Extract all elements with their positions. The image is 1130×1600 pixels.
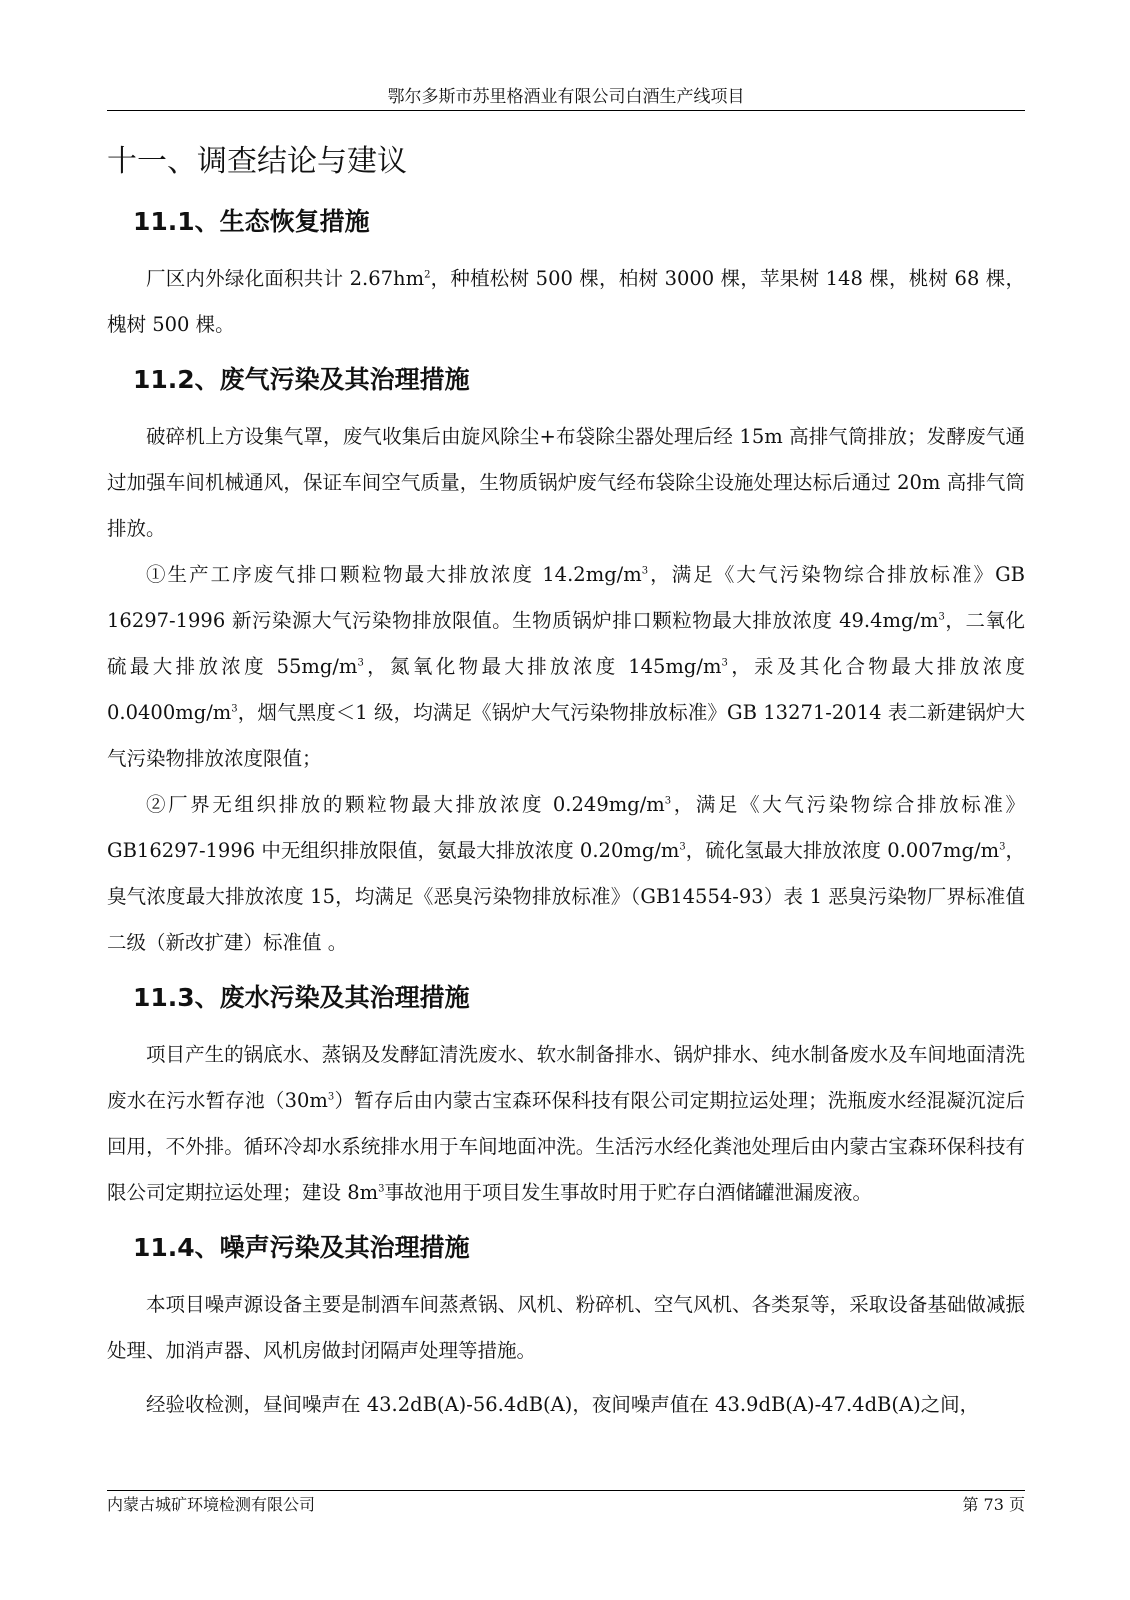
section-title-11-2: 11.2、废气污染及其治理措施	[133, 365, 470, 394]
paragraph-exhaust-organized: ①生产工序废气排口颗粒物最大排放浓度 $14.2mg/m^3$，满足《大气污染物综合排放标准》GB 16297-1996 新污染源大气污染物排放限值。生物质锅炉排口颗粒物最大排放浓度 $49.4mg/m^3$，二氧化硫最大排放浓度 $55mg/m^3$，氮氧化物最大排放浓度 $145mg/m^3$，汞及其化合物最大排放浓度 $0.0400mg/m^3$，烟气黑度＜1 级，均满足《锅炉大气污染物排放标准》GB 13271-2014 表二新建锅炉大气污染物排放浓度限值；	[107, 563, 1026, 770]
paragraph-exhaust-fugitive: ②厂界无组织排放的颗粒物最大排放浓度 $0.249mg/m^3$，满足《大气污染物综合排放标准》GB16297-1996 中无组织排放限值，氨最大排放浓度 $0.20mg/m^3$，硫化氢最大排放浓度 $0.007mg/m^3$，臭气浓度最大排放浓度 15，均满足《恶臭污染物排放标准》（GB14554-93）表 1 恶臭污染物厂界标准值二级（新改扩建）标准值 。	[107, 793, 1025, 954]
footer-company: 内蒙古城矿环境检测有限公司	[107, 1495, 316, 1514]
footer-rule	[107, 1490, 1025, 1491]
header-rule	[107, 110, 1025, 111]
page-content	[107, 128, 1025, 1428]
page-number: 第 73 页	[962, 1495, 1025, 1514]
paragraph-exhaust-measures: 破碎机上方设集气罩，废气收集后由旋风除尘+布袋除尘器处理后经 15m 高排气筒排放；发酵废气通过加强车间机械通风，保证车间空气质量，生物质锅炉废气经布袋除尘设施处理达标后通过 20m 高排气筒排放。	[107, 425, 1025, 540]
paragraph-wastewater: 项目产生的锅底水、蒸锅及发酵缸清洗废水、软水制备排水、锅炉排水、纯水制备废水及车间地面清洗废水在污水暂存池$(30m^3)$暂存后由内蒙古宝森环保科技有限公司定期拉运处理；洗瓶废水经混凝沉淀后回用，不外排。循环冷却水系统排水用于车间地面冲洗。生活污水经化粪池处理后由内蒙古宝森环保科技有限公司定期拉运处理；建设 $8m^3$事故池用于项目发生事故时用于贮存白酒储罐泄漏废液。	[107, 1043, 1025, 1204]
paragraph-noise-results: 经验收检测，昼间噪声在 43.2dB(A)-56.4dB(A)，夜间噪声值在 43.9dB(A)-47.4dB(A)之间，	[146, 1393, 980, 1416]
section-title-11-3: 11.3、废水污染及其治理措施	[133, 983, 470, 1012]
running-header: 鄂尔多斯市苏里格酒业有限公司白酒生产线项目	[387, 87, 745, 107]
paragraph-noise-measures: 本项目噪声源设备主要是制酒车间蒸煮锅、风机、粉碎机、空气风机、各类泵等，采取设备基础做减振处理、加消声器、风机房做封闭隔声处理等措施。	[107, 1293, 1025, 1362]
section-title-11-4: 11.4、噪声污染及其治理措施	[133, 1233, 470, 1262]
paragraph-greening: 厂区内外绿化面积共计 $2.67hm^2$，种植松树 500 棵，柏树 3000 棵，苹果树 148 棵，桃树 68 棵，槐树 500 棵。	[107, 267, 1025, 336]
section-title-11-1: 11.1、生态恢复措施	[133, 207, 370, 236]
chapter-title: 十一、调查结论与建议	[107, 144, 407, 179]
